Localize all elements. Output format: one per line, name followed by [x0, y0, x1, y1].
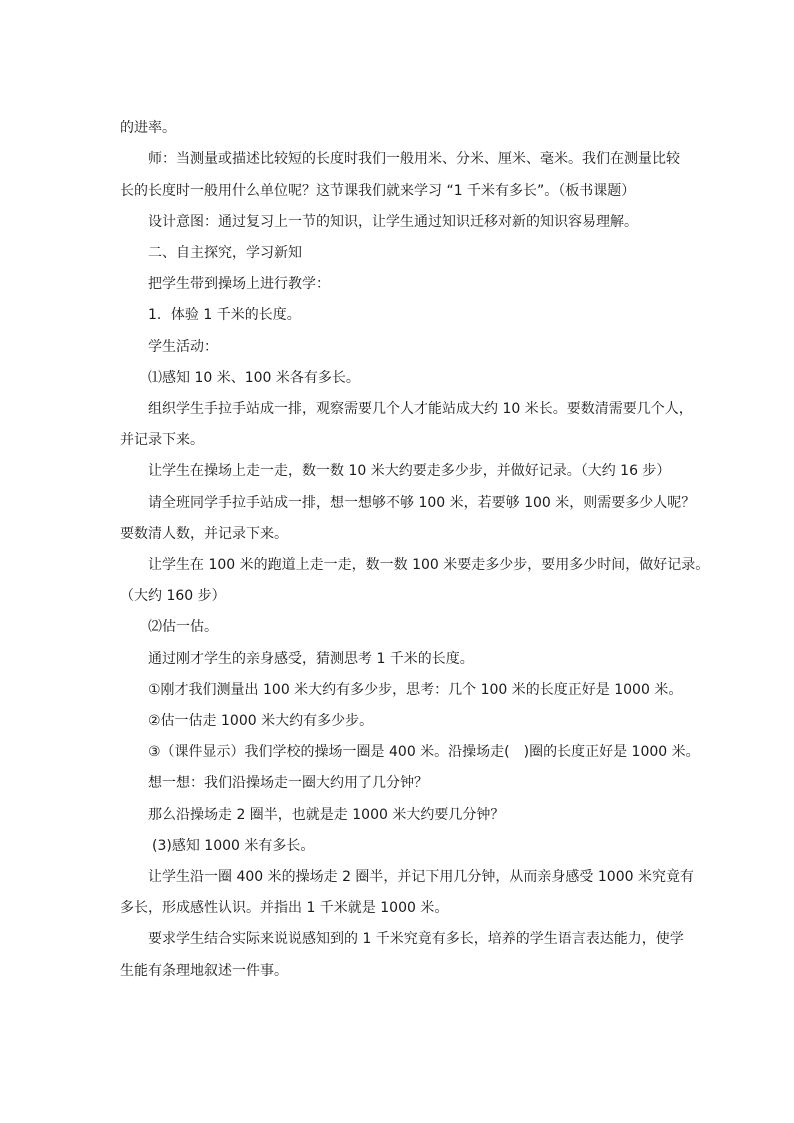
text-line: 把学生带到操场上进行教学： — [148, 276, 330, 292]
text-line: ⑵估一估。 — [148, 619, 218, 635]
text-line: 生能有条理地叙述一件事。 — [120, 963, 288, 979]
section-heading: 二、自主探究，学习新知 — [148, 245, 302, 261]
text-line: 要数清人数，并记录下来。 — [120, 526, 288, 542]
text-line: （大约 160 步） — [120, 588, 226, 604]
text-line: ②估一估走 1000 米大约有多少步。 — [148, 713, 374, 729]
text-line: 想一想：我们沿操场走一圈大约用了几分钟？ — [148, 775, 428, 791]
text-line: 让学生在 100 米的跑道上走一走，数一数 100 米要走多少步，要用多少时间，做好记录。 — [148, 557, 710, 573]
text-line: 并记录下来。 — [120, 432, 204, 448]
text-line: 通过刚才学生的亲身感受，猜测思考 1 千米的长度。 — [148, 651, 474, 667]
text-line: 学生活动： — [148, 339, 218, 355]
text-line: 让学生在操场上走一走，数一数 10 米大约要走多少步，并做好记录。（大约 16 步） — [148, 463, 671, 479]
text-line: 1．体验 1 千米的长度。 — [148, 307, 301, 323]
text-line: 长的长度时一般用什么单位呢？这节课我们就来学习 “1 千米有多长”。（板书课题） — [120, 183, 636, 199]
text-line: 师：当测量或描述比较短的长度时我们一般用米、分米、厘米、毫米。我们在测量比较 — [148, 151, 680, 167]
text-line: ③（课件显示）我们学校的操场一圈是 400 米。沿操场走( )圈的长度正好是 1000 米。 — [148, 744, 700, 760]
text-line: 请全班同学手拉手站成一排，想一想够不够 100 米，若要够 100 米，则需要多少人呢？ — [148, 495, 696, 511]
text-line: 要求学生结合实际来说说感知到的 1 千米究竟有多长，培养的学生语言表达能力，使学 — [148, 931, 684, 947]
text-line: ⑴感知 10 米、100 米各有多长。 — [148, 370, 360, 386]
text-line: 设计意图：通过复习上一节的知识，让学生通过知识迁移对新的知识容易理解。 — [148, 214, 638, 230]
text-line: ①刚才我们测量出 100 米大约有多少步，思考：几个 100 米的长度正好是 1000 米。 — [148, 682, 683, 698]
text-line: 的进率。 — [120, 120, 176, 136]
text-line: 组织学生手拉手站成一排，观察需要几个人才能站成大约 10 米长。要数清需要几个人， — [148, 401, 693, 417]
text-line: 让学生沿一圈 400 米的操场走 2 圈半，并记下用几分钟，从而亲身感受 1000 米究竟有 — [148, 869, 694, 885]
text-line: (3)感知 1000 米有多长。 — [152, 838, 315, 854]
text-line: 多长，形成感性认识。并指出 1 千米就是 1000 米。 — [120, 900, 449, 916]
text-line: 那么沿操场走 2 圈半，也就是走 1000 米大约要几分钟？ — [148, 807, 505, 823]
